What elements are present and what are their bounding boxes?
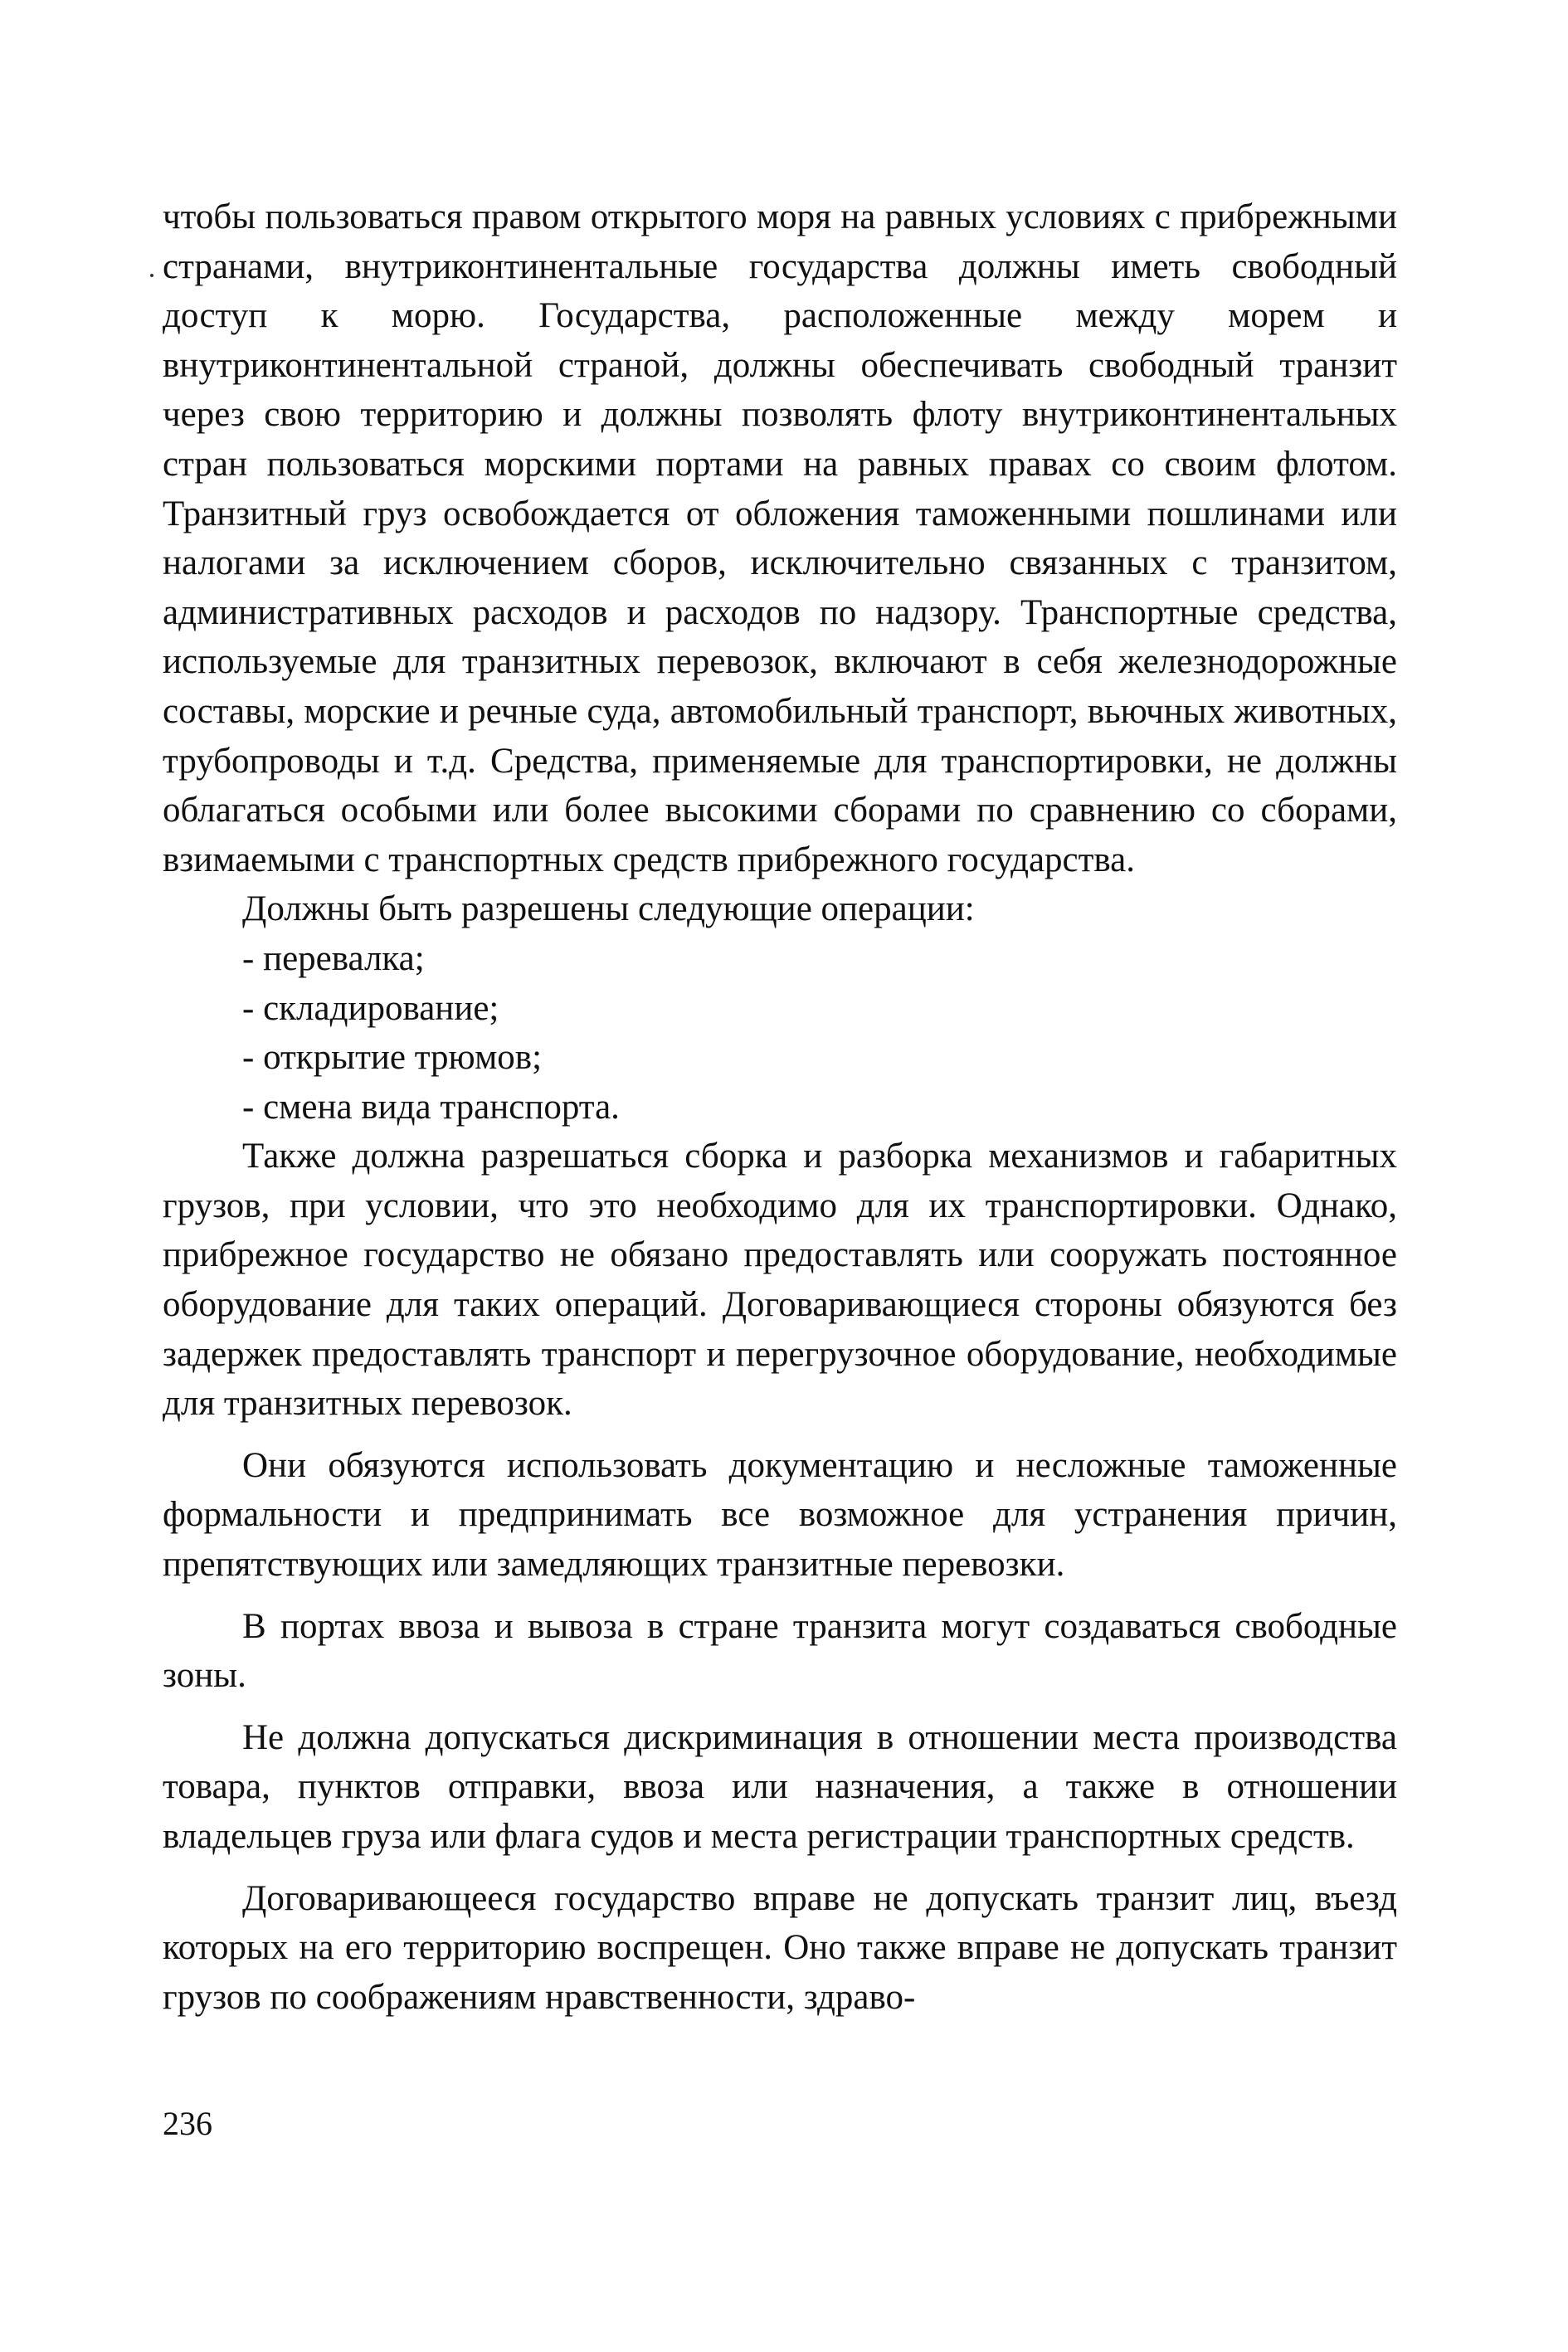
paragraph-free-zones: В портах ввоза и вывоза в стране транзита могут создаваться свободные зоны.	[163, 1606, 1397, 1696]
paragraph-discrimination: Не должна допускаться дискриминация в отношении места производства товара, пунктов отправки, ввоза или назначения, а также в отношении владельцев груза или флага судов и места регистрации транспортных средств.	[163, 1717, 1397, 1856]
paragraph-permitted-operations: Должны быть разрешены следующие операции:	[242, 889, 975, 929]
paragraph-assembly: Также должна разрешаться сборка и разборка механизмов и габаритных грузов, при условии, что это необходимо для их транспортировки. Однако, прибрежное государство не обязано предоставлять или сооружать постоянное оборудование для таких операций. Договаривающиеся стороны обязуются без задержек предоставлять транспорт и перегрузочное оборудование, необходимые для транзитных перевозок.	[163, 1137, 1397, 1424]
list-item-transshipment: - перевалка;	[242, 938, 425, 978]
paragraph-transit-rights: чтобы пользоваться правом открытого моря на равных условиях с прибрежными странами, внутриконтинентальные государства должны иметь свободный доступ к морю. Государства, расположенные между морем и внутриконтинентальной страной, должны обеспечивать свободный транзит через свою территорию и должны позволять флоту внутриконтинентальных стран пользоваться морскими портами на равных правах со своим флотом. Транзитный груз освобождается от обложения таможенными пошлинами или налогами за исключением сборов, исключительно связанных с транзитом, административных расходов и расходов по надзору. Транспортные средства, используемые для транзитных перевозок, включают в себя железнодорожные составы, морские и речные суда, автомобильный транспорт, вьючных животных, трубопроводы и т.д. Средства, применяемые для транспортировки, не должны облагаться особыми или более высокими сборами по сравнению со сборами, взимаемыми с транспортных средств прибрежного государства.	[163, 197, 1397, 879]
paragraph-documentation: Они обязуются использовать документацию и несложные таможенные формальности и предпринимать все возможное для устранения причин, препятствующих или замедляющих транзитные перевозки.	[163, 1445, 1397, 1585]
page-number: 236	[163, 2105, 212, 2142]
list-item-transport-change: - смена вида транспорта.	[242, 1087, 620, 1127]
list-item-storage: - складирование;	[242, 988, 499, 1028]
paragraph-transit-of-persons: Договаривающееся государство вправе не допускать транзит лиц, въезд которых на его территорию воспрещен. Оно также вправе не допускать транзит грузов по соображениям нравственности, здраво-	[163, 1878, 1397, 2017]
page-text	[163, 192, 1397, 2022]
list-item-hold-opening: - открытие трюмов;	[242, 1038, 543, 1078]
scan-speck	[150, 274, 153, 277]
